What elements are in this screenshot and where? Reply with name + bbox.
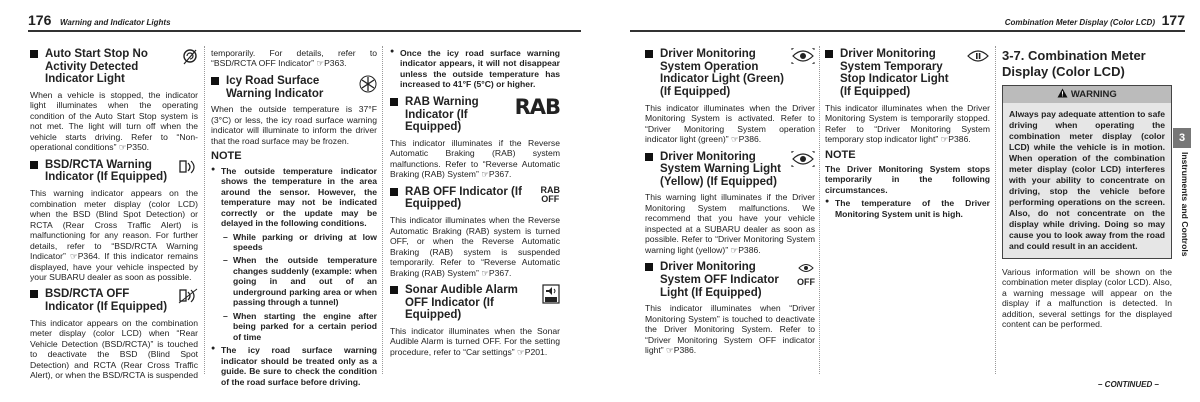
section-title: 3-7. Combination Meter Display (Color LCD): [1002, 48, 1146, 79]
square-bullet-icon: [390, 98, 398, 106]
right-page: [612, 0, 1200, 402]
warning-box: [1002, 85, 1172, 259]
section-icy-road: [211, 75, 377, 387]
right-column-2: [825, 48, 990, 225]
snowflake-icon: [359, 75, 377, 98]
square-bullet-icon: [390, 188, 398, 196]
driver-monitor-off-icon: [797, 261, 815, 287]
section-heading: Driver Monitoring System Temporary Stop Indicator Light (If Equipped): [840, 48, 949, 98]
left-column-2: [211, 48, 377, 393]
off-label: OFF: [797, 276, 815, 287]
chapter-side-label: Instruments and Controls: [1180, 152, 1190, 257]
right-page-header: [630, 11, 1185, 32]
section-auto-start-stop: [30, 48, 198, 153]
driver-monitor-pause-icon: [966, 48, 990, 69]
driver-monitor-icon: [791, 48, 815, 69]
rab-warning-icon: RAB: [514, 94, 560, 119]
section-heading: Icy Road Surface Warning Indicator: [226, 74, 324, 100]
section-heading: BSD/RCTA Warning Indicator (If Equipped): [45, 158, 168, 184]
left-column-1: [30, 48, 198, 387]
driver-monitor-warning-icon: [791, 151, 815, 172]
square-bullet-icon: [30, 50, 38, 58]
section-body: This indicator illuminates if the Reverse Automatic Braking (RAB) system malfunctions. Refer to “Reverse Automatic Braking (RAB) System” ☞P367.: [390, 137, 560, 180]
sonar-off-icon: [542, 284, 560, 309]
square-bullet-icon: [211, 77, 219, 85]
section-body: This warning light illuminates if the Driver Monitoring System malfunctions. We recommend that you have your vehicle inspected at a SUBARU dealer as soon as possible. Refer to “Driver Monitoring System warning light (yellow)” ☞P386.: [645, 192, 815, 255]
column-divider: [819, 46, 820, 374]
note-subitem: – When starting the engine after being parked for a certain period of time: [211, 311, 377, 342]
section-body: This indicator appears on the combination meter display (color LCD) when “Rear Vehicle Detection (BSD/RCTA)” is touched to deactivate the BSD (Blind Spot Detection) and RCTA (Rear Cross Traffic Alert), or when the BSD/RCTA is suspended: [30, 317, 198, 381]
section-bsd-rcta-off: [30, 288, 198, 380]
warning-triangle-icon: [1057, 89, 1071, 100]
chapter-tab: 3: [1173, 128, 1191, 148]
section-body: This indicator illuminates when the Reverse Automatic Braking (RAB) system is turned OFF, or when the Reverse Automatic Braking (RAB) system is suspended temporarily. Refer to “Reverse Automatic Braking (RAB) System” ☞P367.: [390, 215, 560, 278]
left-page: [0, 0, 588, 402]
section-body: When a vehicle is stopped, the indicator light illuminates when the operating condition of the Auto Start Stop system is not met. The light will turn off when the vehicle starts driving. Refer to “Non-operational conditions” ☞P350.: [30, 89, 198, 153]
page-number: 177: [1161, 11, 1185, 28]
note-text: The Driver Monitoring System stops temporarily in the following circumstances.: [825, 163, 990, 195]
page-header-title: Warning and Indicator Lights: [60, 18, 171, 28]
auto-start-stop-icon: [182, 48, 198, 71]
square-bullet-icon: [30, 290, 38, 298]
section-body: This warning indicator appears on the combination meter display (color LCD) when the BSD (Blind Spot Detection) or RCTA (Rear Cross Traffic Alert) is malfunctioning for any reason. For further details, refer to “BSD/RCTA Warning Indicator” ☞P364. If this indicator remains displayed, have your vehicle inspected by your SUBARU dealer as soon as possible.: [30, 188, 198, 282]
continued-text: temporarily. For details, refer to “BSD/RCTA OFF Indicator” ☞P363.: [211, 48, 377, 69]
square-bullet-icon: [645, 153, 653, 161]
section-rab-off: [390, 186, 560, 278]
warning-text: Always pay adequate attention to safe driving when operating the combination meter display (color LCD) while the vehicle is in motion. When operation of the combination meter display (color LCD) interferes with your ability to concentrate on driving, stop the vehicle before performing operations on the screen. Also, do not concentrate on the display while driving. Doing so may cause you to look away from the road and could result in an accident.: [1003, 103, 1171, 258]
section-bsd-rcta-warning: [30, 159, 198, 283]
section-dms-temporary-stop: [825, 48, 990, 219]
note-item: ● The temperature of the Driver Monitoring System unit is high.: [825, 198, 990, 219]
note-list: [211, 166, 377, 388]
note-list: [825, 198, 990, 219]
section-body: This indicator illuminates when the Driver Monitoring System is temporarily stopped. Refer to “Driver Monitoring System temporary stop indicator light” ☞P386.: [825, 102, 990, 145]
rab-off-icon-top: RAB: [540, 184, 560, 195]
page-header-title: Combination Meter Display (Color LCD): [1004, 18, 1155, 28]
column-divider: [204, 46, 205, 374]
warning-header: [1003, 86, 1171, 103]
section-dms-off: [645, 261, 815, 355]
note-list: [390, 48, 560, 90]
section-heading: BSD/RCTA OFF Indicator (If Equipped): [45, 288, 168, 314]
section-rab-warning: [390, 96, 560, 180]
section-body: When the outside temperature is 37°F (3°C) or less, the icy road surface warning indicator will illuminate to inform the driver that the road surface may be frozen.: [211, 104, 377, 146]
section-heading: Sonar Audible Alarm OFF Indicator (If Equipped): [405, 283, 518, 322]
note-item: ● The outside temperature indicator shows the temperature in the area around the sensor. However, the temperature may not be indicated correctly or the update may be delayed in the following conditions.: [211, 166, 377, 229]
section-dms-operation: [645, 48, 815, 145]
bsd-rcta-icon: [178, 159, 198, 180]
section-body: Various information will be shown on the combination meter display (color LCD). Also, a warning message will appear on the display if a malfunction is detected. In addition, several settings for the displayed content can be performed.: [1002, 266, 1172, 330]
square-bullet-icon: [30, 161, 38, 169]
column-divider: [995, 46, 996, 374]
bsd-rcta-off-icon: [178, 288, 198, 309]
continued-label: – CONTINUED –: [1098, 380, 1159, 389]
section-heading: RAB OFF Indicator (If Equipped): [405, 185, 522, 211]
rab-off-icon-bottom: OFF: [541, 193, 560, 204]
section-body: This indicator illuminates when the Driver Monitoring System is activated. Refer to “Driver Monitoring System operation indicator light (green)” ☞P386.: [645, 102, 815, 145]
note-subitem: – While parking or driving at low speeds: [211, 232, 377, 253]
right-column-1: [645, 48, 815, 362]
left-page-header: [28, 11, 581, 32]
note-subitem: – When the outside temperature changes suddenly (example: when going in and out of an underground parking area or when passing through a tunnel): [211, 255, 377, 307]
square-bullet-icon: [645, 263, 653, 271]
section-heading: Driver Monitoring System Operation Indicator Light (Green) (If Equipped): [660, 48, 784, 98]
section-heading: RAB Warning Indicator (If Equipped): [405, 95, 479, 134]
note-heading: NOTE: [825, 148, 856, 161]
left-column-3: [390, 48, 560, 363]
section-heading: Auto Start Stop No Activity Detected Indicator Light: [45, 48, 148, 86]
section-body: This indicator illuminates when “Driver Monitoring System” is touched to deactivate the Driver Monitoring System. Refer to “Driver Monitoring System OFF indicator light” ☞P386.: [645, 303, 815, 356]
right-column-3: [1002, 48, 1172, 334]
note-heading: NOTE: [211, 150, 242, 163]
square-bullet-icon: [390, 286, 398, 294]
column-divider: [382, 46, 383, 374]
section-dms-warning: [645, 151, 815, 256]
note-item: ● Once the icy road surface warning indicator appears, it will not disappear unless the outside temperature has increased to 41°F (5°C) or higher.: [390, 48, 560, 90]
section-heading: Driver Monitoring System Warning Light (Yellow) (If Equipped): [660, 150, 781, 188]
square-bullet-icon: [645, 50, 653, 58]
section-sonar-off: [390, 284, 560, 357]
page-number: 176: [28, 11, 52, 28]
square-bullet-icon: [825, 50, 833, 58]
note-item: ● The icy road surface warning indicator should be treated only as a guide. Be sure to check the condition of the road surface before driving.: [211, 345, 377, 387]
warning-label: WARNING: [1070, 89, 1117, 101]
section-heading: Driver Monitoring System OFF Indicator Light (If Equipped): [660, 261, 779, 299]
rab-off-icon: [541, 186, 561, 204]
section-body: This indicator illuminates when the Sonar Audible Alarm is turned OFF. For the setting procedure, refer to “Car settings” ☞P201.: [390, 325, 560, 357]
